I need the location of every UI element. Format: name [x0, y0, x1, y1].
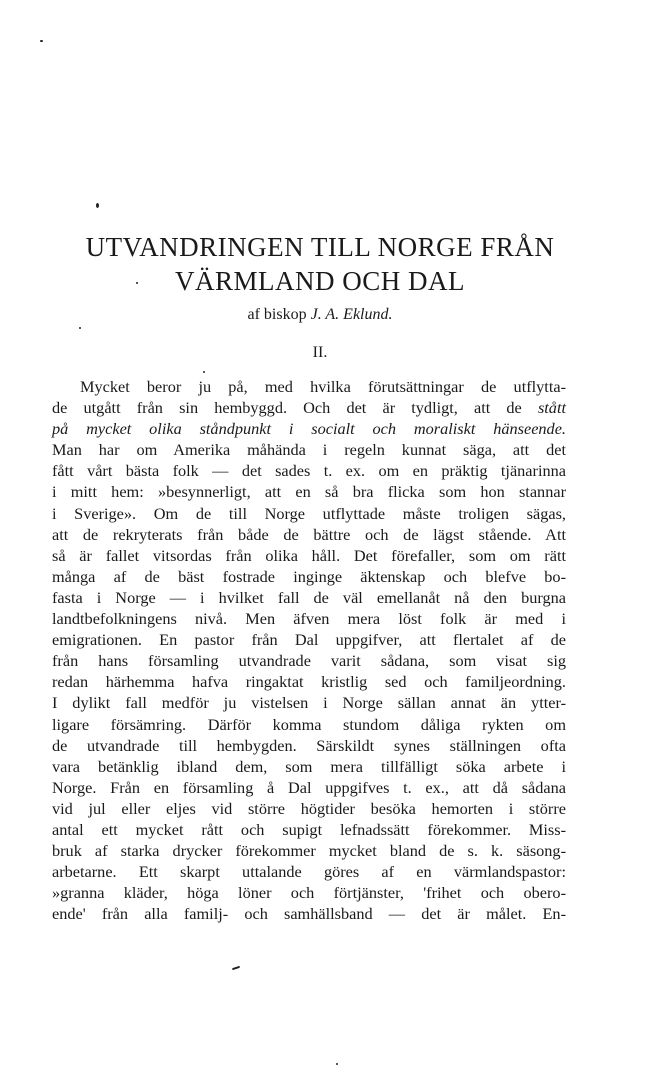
text-line: i mitt hem: »besynnerligt, att en så bra flicka som hon stannar: [52, 482, 566, 502]
scan-speck: [96, 203, 99, 208]
scan-speck: [40, 40, 43, 42]
text-line: ende' från alla familj- och samhällsband — det är målet. En-: [52, 904, 566, 924]
byline-prefix: af biskop: [247, 306, 307, 323]
byline-author: J. A. Eklund.: [310, 306, 393, 323]
text-line: fasta i Norge — i hvilket fall de väl emellanåt nå den burgna: [52, 587, 566, 607]
scan-speck: [203, 371, 205, 373]
byline: [60, 306, 580, 324]
text-line: bruk af starka drycker förekommer mycket bland de s. k. säsong-: [52, 841, 566, 861]
text-line: många af de bäst fostrade inginge äktenskap och blefve bo-: [52, 566, 566, 586]
text-line: från hans församling utvandrade varit sådana, som visat sig: [52, 651, 566, 671]
text-line: Norge. Från en församling å Dal uppgifves t. ex., att då sådana: [52, 777, 566, 797]
text-line: emigrationen. En pastor från Dal uppgifver, att flertalet af de: [52, 630, 566, 650]
text-line: redan härhemma hafva ringaktat kristlig sed och familjeordning.: [52, 672, 566, 692]
text-line: Mycket beror ju på, med hvilka förutsättningar de utflytta-: [80, 377, 566, 396]
italic-segment: på mycket olika ståndpunkt i socialt och moraliskt hänseende.: [52, 419, 566, 439]
scan-speck: [232, 966, 240, 970]
section-number: II.: [312, 344, 328, 361]
text-line: [52, 397, 566, 418]
text-line: »granna kläder, höga löner och förtjänster, 'frihet och obero-: [52, 883, 566, 903]
title-line-2: VÄRMLAND OCH DAL: [175, 266, 465, 296]
text-line: ligare försämring. Därför komma stundom dåliga rykten om: [52, 714, 566, 734]
text-line: i Sverige». Om de till Norge utflyttade måste troligen sägas,: [52, 503, 566, 523]
text-line: de utvandrade till hembygden. Särskildt synes ställningen ofta: [52, 735, 566, 755]
text-line: antal ett mycket rått och supigt lefnadssätt förekommer. Miss-: [52, 819, 566, 839]
text-line: arbetarne. Ett skarpt uttalande göres af en värmlandspastor:: [52, 862, 566, 882]
text-line: så är fallet vitsordas från olika håll. Det förefaller, som om rätt: [52, 545, 566, 565]
text-segment: de utgått från sin hembyggd. Och det är tydligt, att de: [52, 398, 522, 418]
scan-speck: [79, 327, 81, 329]
text-line: vid jul eller eljes vid större högtider besöka hemorten i större: [52, 798, 566, 818]
text-line: Man har om Amerika måhända i regeln kunnat säga, att det: [52, 440, 566, 460]
text-line: att de rekryterats från både de bättre och de lägst stående. Att: [52, 524, 566, 544]
italic-segment: stått: [537, 398, 566, 418]
text-line: I dylikt fall medför ju vistelsen i Norge sällan annat än ytter-: [52, 693, 566, 713]
text-line: landtbefolkningens nivå. Men äfven mera löst folk är med i: [52, 609, 566, 629]
body-text: [52, 376, 566, 924]
text-line: fått vårt bästa folk — det sades t. ex. om en präktig tjänarinna: [52, 461, 566, 481]
scan-speck: [336, 1063, 338, 1065]
text-line: vara betänklig ibland dem, som mera tillfälligt söka arbete i: [52, 756, 566, 776]
text-line-italic: [52, 418, 566, 439]
title-line-1: UTVANDRINGEN TILL NORGE FRÅN: [85, 232, 555, 262]
article-title: [60, 230, 580, 298]
